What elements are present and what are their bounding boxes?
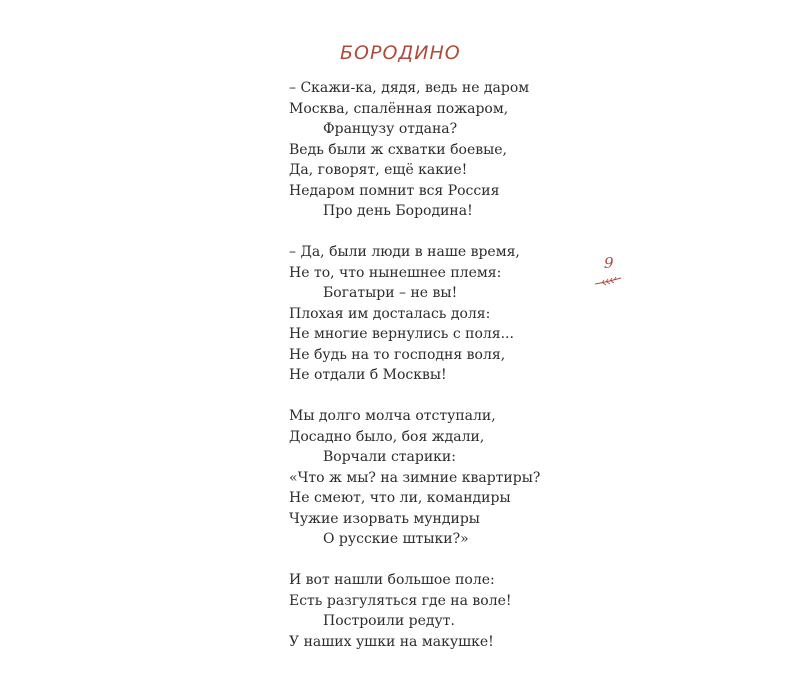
poem-line: И вот нашли большое поле:: [289, 572, 495, 588]
poem-line: Досадно было, боя ждали,: [289, 428, 485, 445]
poem-line: Да, говорят, ещё какие!: [289, 162, 468, 178]
stanza: [289, 406, 540, 550]
poem-line: Чужие изорвать мундиры: [289, 510, 480, 527]
stanza: [289, 78, 540, 222]
poem-line: – Скажи-ка, дядя, ведь не даром: [289, 80, 530, 96]
poem-line: Есть разгуляться где на воле!: [289, 592, 512, 609]
poem-line: Не то, что нынешнее племя:: [289, 264, 502, 281]
poem-line: «Что ж мы? на зимние квартиры?: [289, 469, 541, 486]
feather-ornament-icon: [594, 276, 622, 286]
poem-line: У наших ушки на макушке!: [289, 633, 494, 650]
poem-line: Москва, спалённая пожаром,: [289, 100, 509, 117]
page-number: 9: [604, 254, 614, 272]
poem-line: Не будь на то господня воля,: [289, 346, 506, 363]
stanza: [289, 242, 540, 386]
poem-body: [289, 78, 540, 673]
poem-line: Не отдали б Москвы!: [289, 367, 447, 383]
poem-line: Ворчали старики:: [323, 449, 456, 465]
poem-line: Мы долго молча отступали,: [289, 408, 496, 424]
poem-line: Богатыри – не вы!: [323, 285, 458, 301]
poem-line: Построили редут.: [323, 613, 455, 629]
stanza: [289, 570, 540, 652]
poem-line: Ведь были ж схватки боевые,: [289, 141, 507, 158]
poem-line: Не многие вернулись с поля...: [289, 326, 514, 342]
poem-line: Не смеют, что ли, командиры: [289, 490, 511, 506]
poem-line: Французу отдана?: [323, 121, 458, 137]
poem-line: О русские штыки?»: [323, 531, 469, 547]
poem-line: Недаром помнит вся Россия: [289, 182, 500, 199]
poem-line: Про день Бородина!: [323, 203, 473, 219]
poem-title: БОРОДИНО: [340, 42, 461, 64]
poem-line: – Да, были люди в наше время,: [289, 244, 520, 260]
poem-line: Плохая им досталась доля:: [289, 305, 491, 322]
